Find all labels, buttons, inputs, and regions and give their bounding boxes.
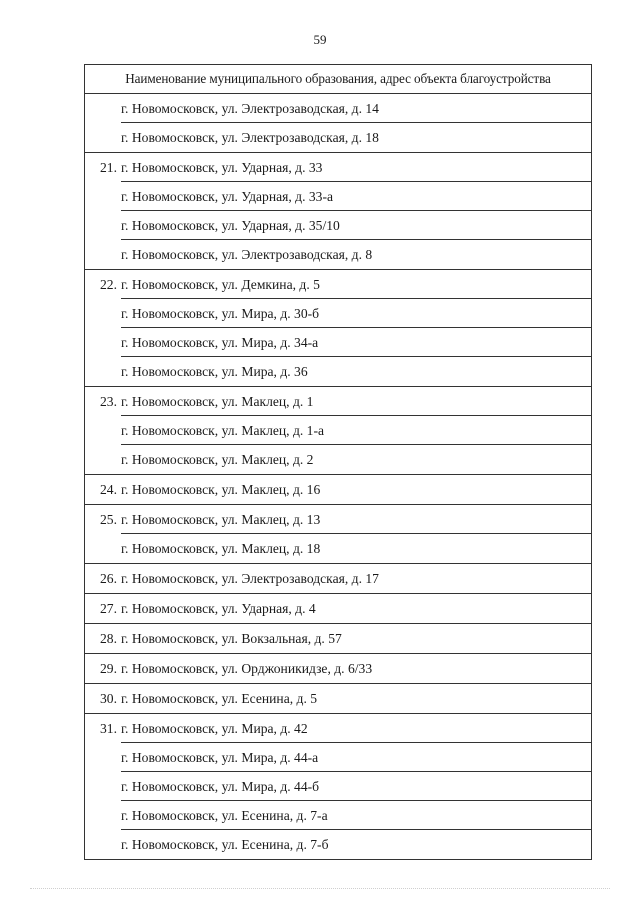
address-cell: г. Новомосковск, ул. Мира, д. 42: [121, 714, 591, 743]
table-group: [85, 564, 591, 594]
table-row: [85, 416, 591, 445]
table-group: [85, 624, 591, 654]
table-header: Наименование муниципального образования, адрес объекта благоустройства: [85, 65, 591, 94]
address-cell: г. Новомосковск, ул. Электрозаводская, д. 8: [121, 247, 373, 262]
address-cell: г. Новомосковск, ул. Маклец, д. 1: [121, 387, 591, 416]
table-row: [85, 772, 591, 801]
page-number: 59: [313, 32, 327, 47]
address-cell: г. Новомосковск, ул. Маклец, д. 1-а: [121, 416, 591, 445]
address-cell: г. Новомосковск, ул. Электрозаводская, д. 14: [121, 94, 591, 123]
address-cell: г. Новомосковск, ул. Маклец, д. 18: [121, 541, 321, 556]
table-row: [85, 270, 591, 299]
table-group: [85, 94, 591, 153]
address-cell: г. Новомосковск, ул. Ударная, д. 33-а: [121, 182, 591, 211]
address-cell: г. Новомосковск, ул. Ударная, д. 33: [121, 153, 591, 182]
table-row: [85, 299, 591, 328]
row-number: 27.: [100, 601, 117, 616]
row-number: 30.: [100, 691, 117, 706]
address-cell: г. Новомосковск, ул. Ударная, д. 4: [121, 601, 316, 616]
address-cell: г. Новомосковск, ул. Мира, д. 30-б: [121, 299, 591, 328]
row-number: 26.: [100, 571, 117, 586]
table-row: [85, 714, 591, 743]
table-row: [85, 624, 591, 653]
table-row: [85, 123, 591, 152]
address-cell: г. Новомосковск, ул. Мира, д. 34-а: [121, 328, 591, 357]
address-cell: г. Новомосковск, ул. Есенина, д. 5: [121, 691, 318, 706]
row-number: 21.: [100, 160, 117, 175]
table-group: [85, 654, 591, 684]
table-row: [85, 357, 591, 386]
table-row: [85, 94, 591, 123]
row-number: 29.: [100, 661, 117, 676]
address-cell: г. Новомосковск, ул. Ударная, д. 35/10: [121, 211, 591, 240]
address-cell: г. Новомосковск, ул. Маклец, д. 16: [121, 482, 321, 497]
table-row: [85, 240, 591, 269]
address-cell: г. Новомосковск, ул. Есенина, д. 7-б: [121, 837, 329, 852]
table-row: [85, 654, 591, 683]
address-cell: г. Новомосковск, ул. Демкина, д. 5: [121, 270, 591, 299]
table-group: [85, 505, 591, 564]
table-row: [85, 445, 591, 474]
table-row: [85, 505, 591, 534]
address-cell: г. Новомосковск, ул. Электрозаводская, д. 17: [121, 571, 379, 586]
row-number: 23.: [100, 394, 117, 409]
row-number: 24.: [100, 482, 117, 497]
table-row: [85, 743, 591, 772]
table-group: [85, 684, 591, 714]
table-row: [85, 182, 591, 211]
row-number: 31.: [100, 721, 117, 736]
table-row: [85, 684, 591, 713]
table-group: [85, 270, 591, 387]
table-group: [85, 475, 591, 505]
table-row: [85, 153, 591, 182]
table-group: [85, 714, 591, 859]
table-row: [85, 328, 591, 357]
scan-artifact-line: [30, 888, 610, 890]
address-cell: г. Новомосковск, ул. Мира, д. 44-б: [121, 772, 591, 801]
table-group: [85, 387, 591, 475]
address-cell: г. Новомосковск, ул. Маклец, д. 2: [121, 452, 314, 467]
address-cell: г. Новомосковск, ул. Вокзальная, д. 57: [121, 631, 342, 646]
address-cell: г. Новомосковск, ул. Мира, д. 44-а: [121, 743, 591, 772]
table-group: [85, 153, 591, 270]
row-number: 28.: [100, 631, 117, 646]
table-row: [85, 801, 591, 830]
table-body: [85, 94, 591, 859]
address-table: [84, 64, 592, 860]
table-row: [85, 475, 591, 504]
table-row: [85, 564, 591, 593]
address-cell: г. Новомосковск, ул. Электрозаводская, д. 18: [121, 130, 379, 145]
table-row: [85, 387, 591, 416]
address-cell: г. Новомосковск, ул. Маклец, д. 13: [121, 505, 591, 534]
row-number: 25.: [100, 512, 117, 527]
table-group: [85, 594, 591, 624]
row-number: 22.: [100, 277, 117, 292]
address-cell: г. Новомосковск, ул. Есенина, д. 7-а: [121, 801, 591, 830]
table-row: [85, 534, 591, 563]
table-row: [85, 830, 591, 859]
address-cell: г. Новомосковск, ул. Орджоникидзе, д. 6/33: [121, 661, 373, 676]
table-row: [85, 211, 591, 240]
address-cell: г. Новомосковск, ул. Мира, д. 36: [121, 364, 308, 379]
table-row: [85, 594, 591, 623]
